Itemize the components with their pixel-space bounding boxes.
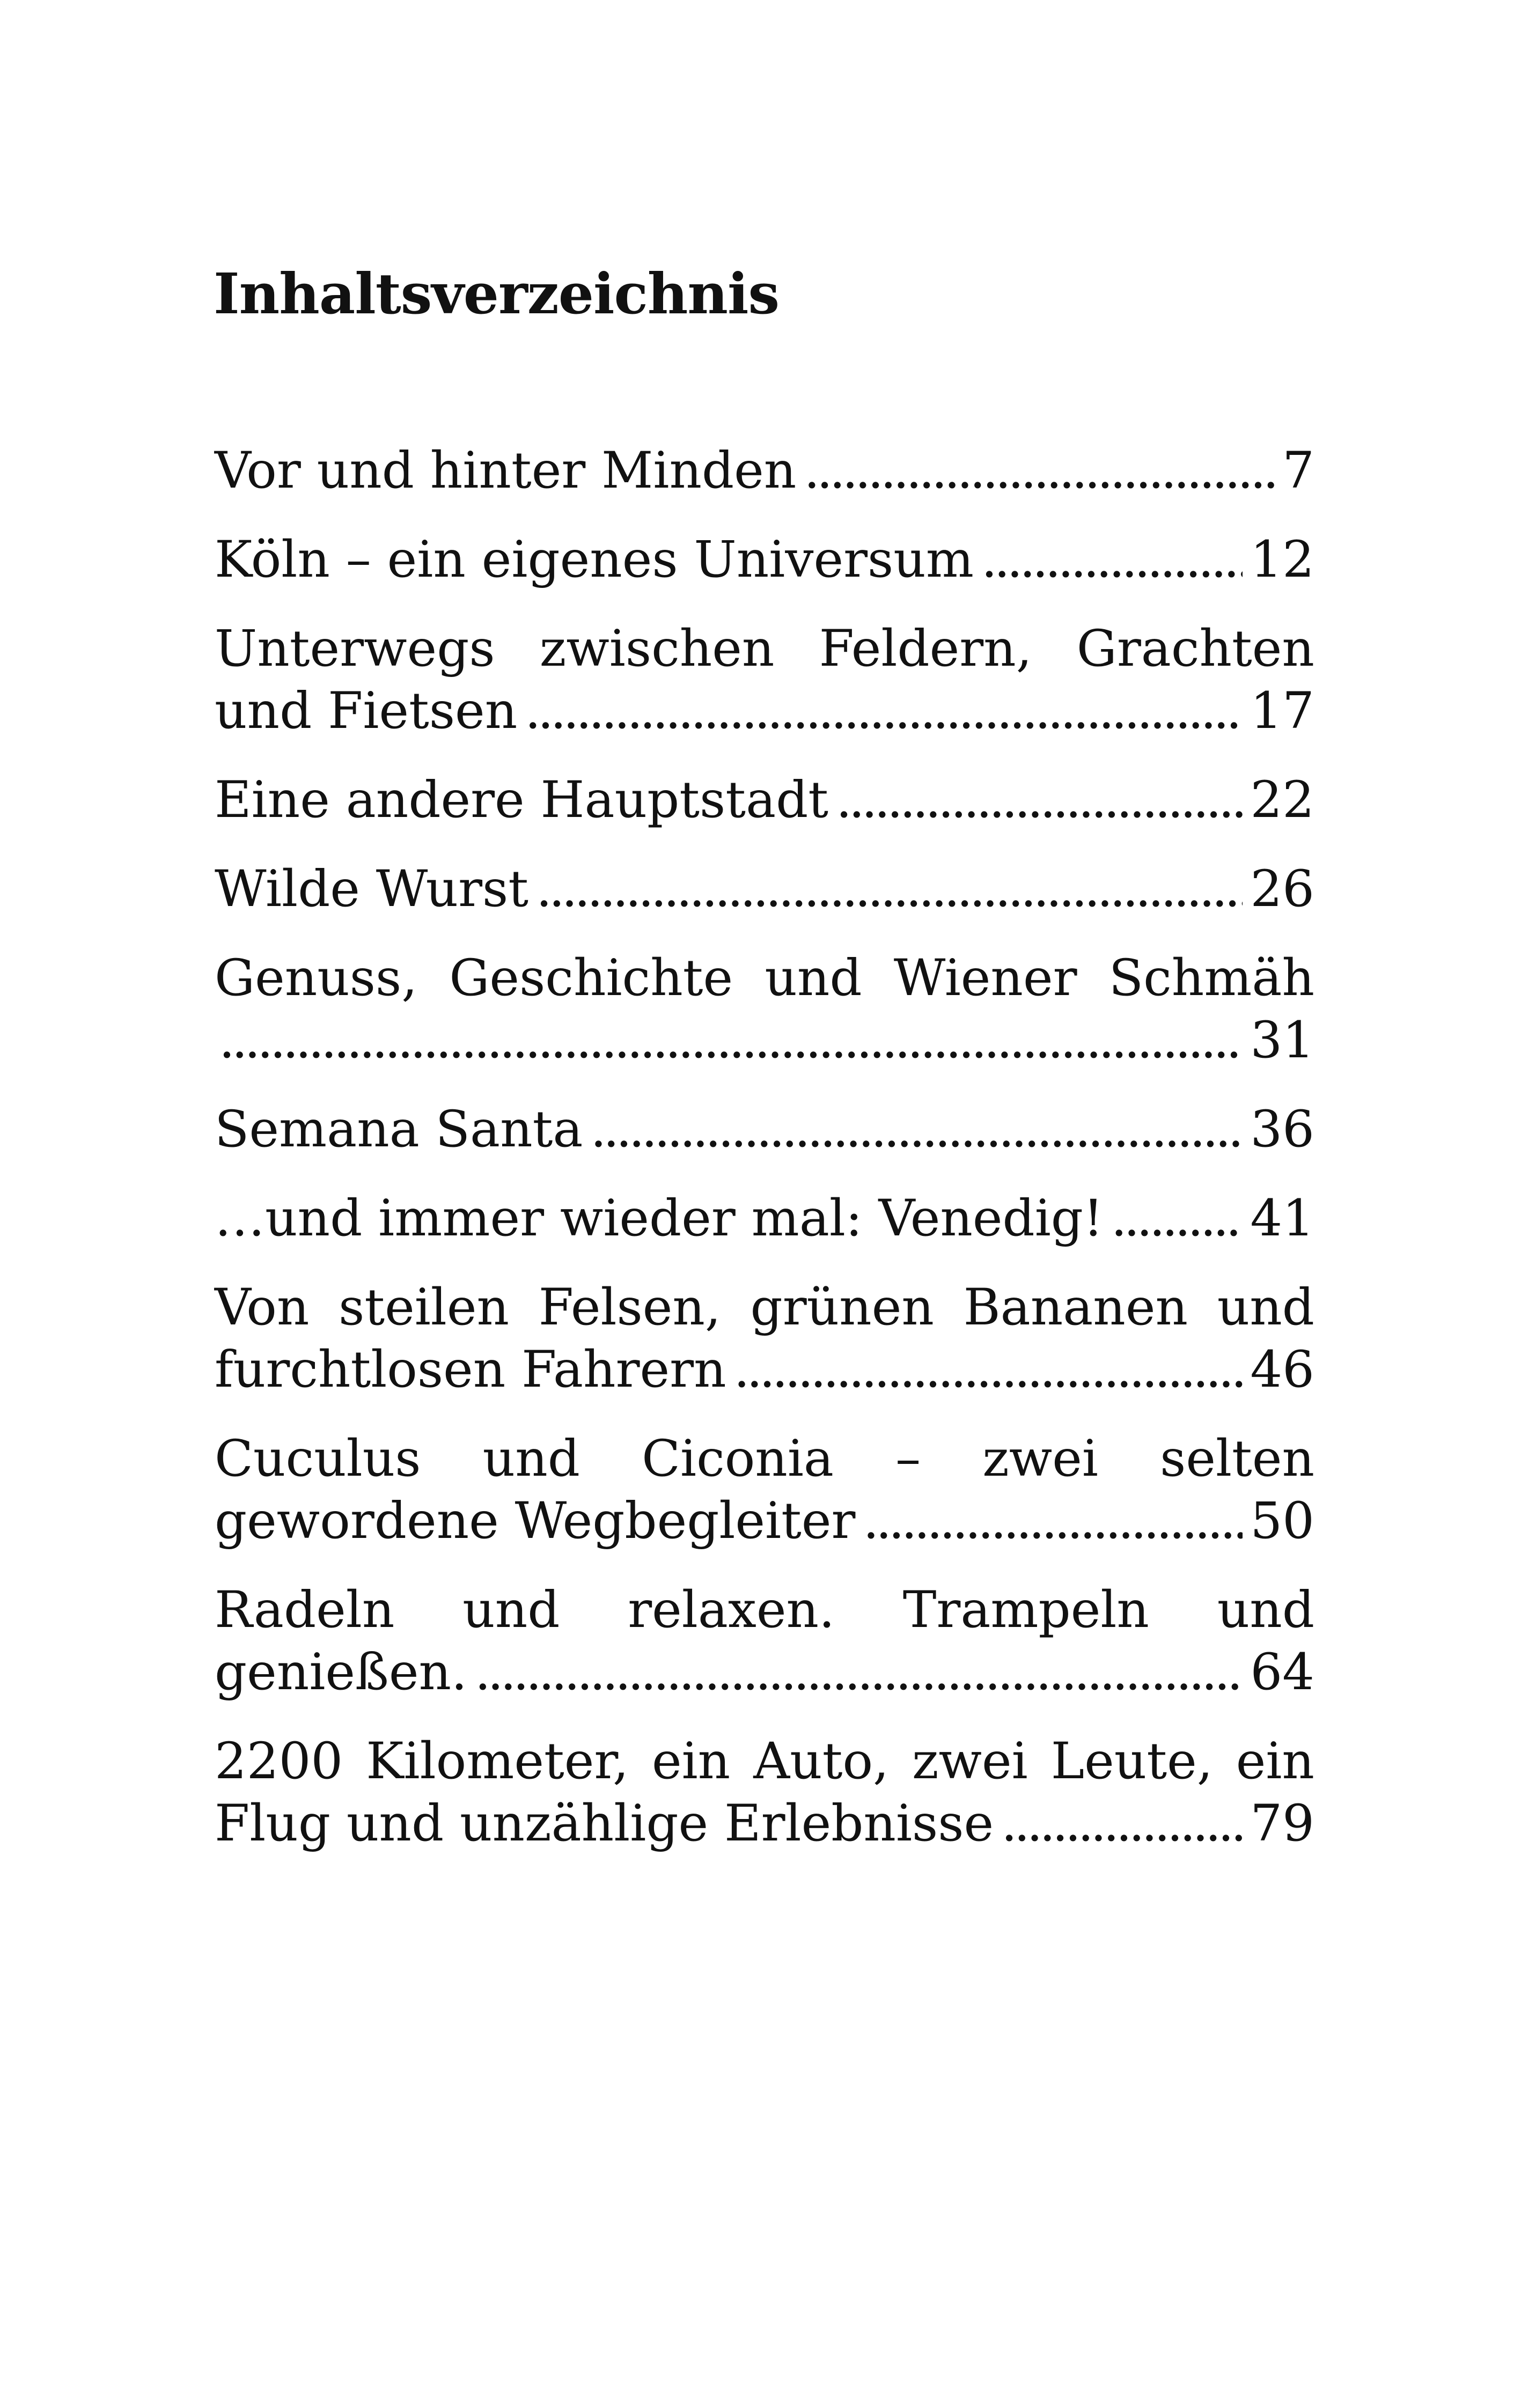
toc-entry <box>215 1099 1314 1161</box>
toc-entry-title-line <box>215 618 1314 680</box>
toc-entry-word: ein <box>1236 1732 1314 1791</box>
toc-entry-title: und Fietsen <box>215 682 518 740</box>
toc-entry-page-number: 50 <box>1250 1492 1314 1550</box>
toc-entry-word: und <box>1217 1278 1314 1337</box>
dot-leader <box>219 1010 1243 1072</box>
toc-entry-page-number: 7 <box>1282 441 1314 500</box>
toc-entry <box>215 1188 1314 1250</box>
toc-entry-word: Genuss, <box>215 949 418 1007</box>
toc-entry-word: Felsen, <box>538 1278 721 1337</box>
toc-entry-word: Unterwegs <box>215 620 495 678</box>
toc-entry-word: steilen <box>339 1278 510 1337</box>
toc-entry-line <box>215 769 1314 831</box>
dot-leader <box>981 529 1243 591</box>
toc-entry-line <box>215 1010 1314 1072</box>
dot-leader <box>475 1641 1243 1704</box>
toc-entry-word: Kilometer, <box>366 1732 629 1791</box>
toc-entry-title: Flug und unzählige Erlebnisse <box>215 1794 994 1853</box>
toc-entry-line <box>215 1793 1314 1855</box>
toc-entry-title: Köln – ein eigenes Universum <box>215 531 974 589</box>
toc-entry-line <box>215 440 1314 502</box>
toc-entry-title-line <box>215 1428 1314 1490</box>
toc-entry-word: relaxen. <box>628 1581 835 1639</box>
toc-entry-title: Eine andere Hauptstadt <box>215 771 829 829</box>
toc-entry-word: und <box>765 949 862 1007</box>
toc-entry-word: – <box>895 1430 921 1488</box>
toc-entry-page-number: 17 <box>1250 682 1314 740</box>
toc-entry-title: furchtlosen Fahrern <box>215 1341 726 1399</box>
toc-entry-title-line <box>215 1730 1314 1793</box>
toc-entry-title-line <box>215 1277 1314 1339</box>
toc-entry-word: grünen <box>750 1278 934 1337</box>
toc-entry-word: zwischen <box>539 620 775 678</box>
dot-leader <box>536 858 1243 921</box>
dot-leader <box>1001 1793 1243 1855</box>
toc-entry-word: zwei <box>982 1430 1098 1488</box>
toc-entry-page-number: 36 <box>1250 1100 1314 1159</box>
toc-entry-page-number: 26 <box>1250 860 1314 918</box>
toc-entry-page-number: 22 <box>1250 771 1314 829</box>
toc-entry-title-line <box>215 1579 1314 1641</box>
toc-entry-word: selten <box>1160 1430 1314 1488</box>
dot-leader <box>525 680 1243 742</box>
toc-entry-line <box>215 1099 1314 1161</box>
toc-entry <box>215 858 1314 921</box>
toc-entry <box>215 440 1314 502</box>
toc-entry-word: Grachten <box>1076 620 1314 678</box>
toc-entry-word: ein <box>651 1732 731 1791</box>
toc-entry-word: und <box>462 1581 560 1639</box>
toc-entry-title-line <box>215 947 1314 1010</box>
toc-entry-word: Trampeln <box>902 1581 1149 1639</box>
toc-entry-line <box>215 1339 1314 1401</box>
toc-entry-word: und <box>482 1430 580 1488</box>
toc-entry-word: Bananen <box>963 1278 1188 1337</box>
toc-entry-word: Von <box>215 1278 310 1337</box>
toc-entry <box>215 769 1314 831</box>
toc-entry-title: Vor und hinter Minden <box>215 441 797 500</box>
toc-entry-word: Schmäh <box>1108 949 1314 1007</box>
toc-entry-page-number: 41 <box>1250 1189 1314 1248</box>
toc-entry-word: Cuculus <box>215 1430 421 1488</box>
toc-entry <box>215 618 1314 742</box>
toc-entry-page-number: 31 <box>1250 1011 1314 1070</box>
toc-entry-title: gewordene Wegbegleiter <box>215 1492 856 1550</box>
toc-entry-title: genießen. <box>215 1643 467 1702</box>
dot-leader <box>804 440 1275 502</box>
dot-leader <box>590 1099 1243 1161</box>
toc-entry-line <box>215 1490 1314 1552</box>
toc-heading: Inhaltsverzeichnis <box>214 261 780 327</box>
toc-entry <box>215 1428 1314 1552</box>
dot-leader <box>734 1339 1243 1401</box>
toc-entry-line <box>215 1641 1314 1704</box>
table-of-contents <box>215 440 1314 1882</box>
toc-entry-word: Ciconia <box>642 1430 834 1488</box>
toc-entry-page-number: 79 <box>1250 1794 1314 1853</box>
toc-entry-word: Wiener <box>893 949 1077 1007</box>
dot-leader <box>863 1490 1243 1552</box>
toc-entry-word: Leute, <box>1050 1732 1213 1791</box>
toc-entry-page-number: 46 <box>1250 1341 1314 1399</box>
toc-entry-line <box>215 680 1314 742</box>
toc-entry-line <box>215 529 1314 591</box>
dot-leader <box>836 769 1243 831</box>
toc-entry-title: …und immer wieder mal: Venedig! <box>215 1189 1104 1248</box>
toc-entry-page-number: 12 <box>1250 531 1314 589</box>
toc-entry-word: Radeln <box>215 1581 395 1639</box>
toc-entry-title: Semana Santa <box>215 1100 583 1159</box>
dot-leader <box>1111 1188 1243 1250</box>
toc-entry <box>215 529 1314 591</box>
toc-entry-line <box>215 1188 1314 1250</box>
toc-entry <box>215 1579 1314 1704</box>
toc-entry-word: zwei <box>912 1732 1028 1791</box>
toc-entry <box>215 1730 1314 1855</box>
toc-entry-page-number: 64 <box>1250 1643 1314 1702</box>
toc-entry <box>215 947 1314 1072</box>
toc-entry <box>215 1277 1314 1401</box>
toc-entry-title: Wilde Wurst <box>215 860 529 918</box>
toc-entry-word: und <box>1217 1581 1314 1639</box>
toc-entry-line <box>215 858 1314 921</box>
toc-entry-word: 2200 <box>215 1732 343 1791</box>
toc-entry-word: Geschichte <box>449 949 733 1007</box>
toc-entry-word: Feldern, <box>819 620 1032 678</box>
toc-entry-word: Auto, <box>753 1732 889 1791</box>
